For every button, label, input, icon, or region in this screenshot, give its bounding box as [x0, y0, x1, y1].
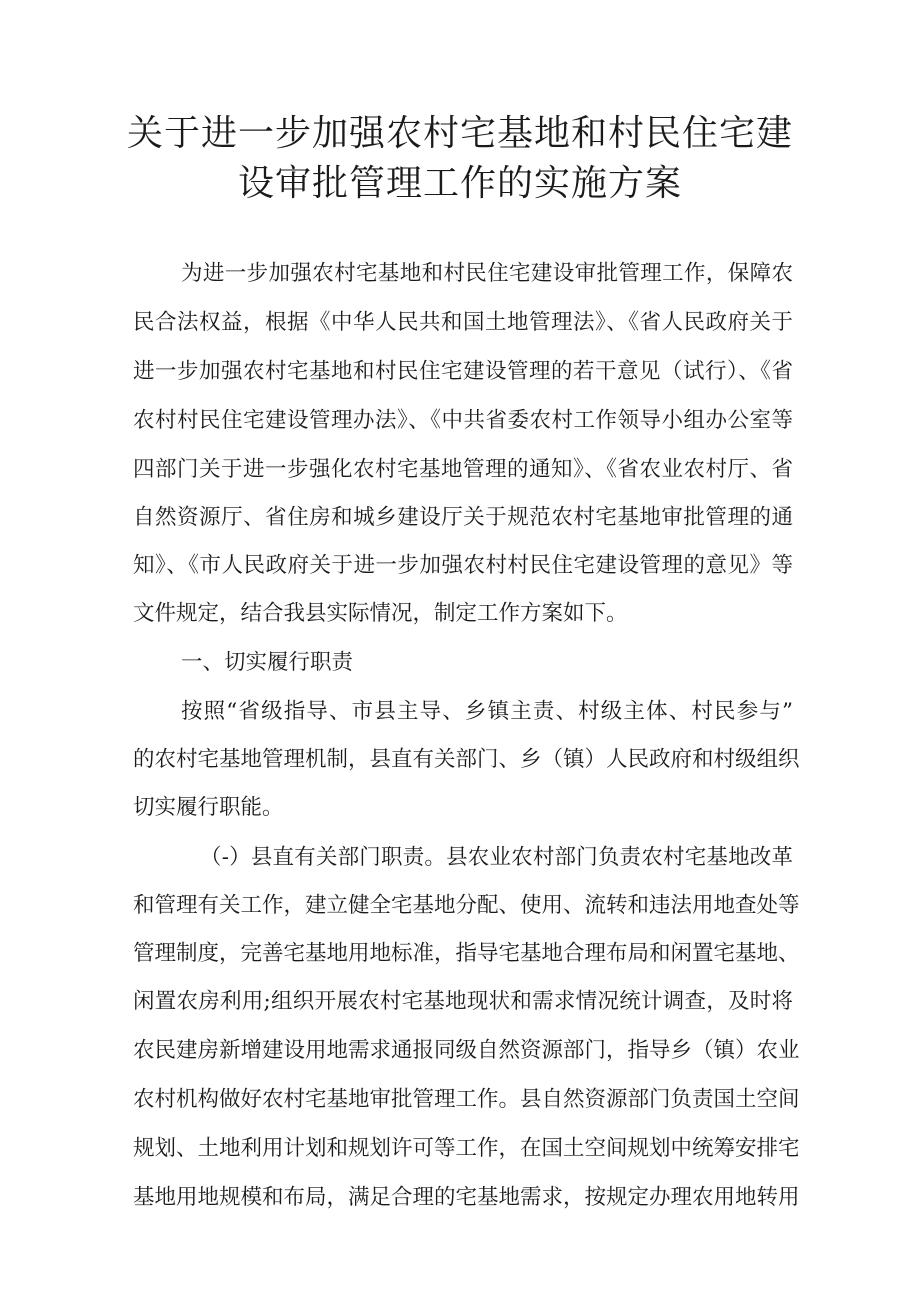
section-heading-1: 一、切实履行职责	[181, 650, 354, 675]
intro-line-7: 知》、《市人民政府关于进一步加强农村村民住宅建设管理的意见》等	[133, 553, 793, 578]
document-title-line-1: 关于进一步加强农村宅基地和村民住宅建	[126, 113, 793, 154]
sub1-line-3: 管理制度，完善宅基地用地标准，指导宅基地合理布局和闲置宅基地、	[133, 941, 800, 966]
intro-line-6: 自然资源厅、省住房和城乡建设厅关于规范农村宅基地审批管理的通	[133, 505, 793, 530]
sub1-line-6: 农村机构做好农村宅基地审批管理工作。县自然资源部门负责国土空间	[133, 1087, 800, 1112]
sub1-line-5: 农民建房新增建设用地需求通报同级自然资源部门，指导乡（镇）农业	[133, 1038, 800, 1063]
intro-line-3: 进一步加强农村宅基地和村民住宅建设管理的若干意见（试行）、《省	[133, 359, 793, 384]
section1-line-3: 切实履行职能。	[133, 795, 284, 820]
sub1-line-1: （-）县直有关部门职责。县农业农村部门负责农村宅基地改革	[200, 845, 793, 870]
intro-line-8: 文件规定，结合我县实际情况，制定工作方案如下。	[133, 601, 628, 626]
sub1-line-2: 和管理有关工作，建立健全宅基地分配、使用、流转和违法用地查处等	[133, 893, 800, 918]
intro-line-5: 四部门关于进一步强化农村宅基地管理的通知》、《省农业农村厅、省	[133, 457, 793, 482]
intro-line-2: 民合法权益，根据《中华人民共和国土地管理法》、《省人民政府关于	[133, 310, 793, 335]
intro-line-4: 农村村民住宅建设管理办法》、《中共省委农村工作领导小组办公室等	[133, 408, 793, 433]
intro-line-1: 为进一步加强农村宅基地和村民住宅建设审批管理工作，保障农	[181, 261, 793, 286]
sub1-line-4: 闲置农房利用;组织开展农村宅基地现状和需求情况统计调查，及时将	[133, 989, 793, 1014]
section1-line-2: 的农村宅基地管理机制，县直有关部门、乡（镇）人民政府和村级组织	[133, 747, 800, 772]
sub1-line-7: 规划、土地利用计划和规划许可等工作，在国土空间规划中统筹安排宅	[133, 1136, 800, 1161]
document-title-line-2: 设审批管理工作的实施方案	[237, 163, 682, 204]
section1-line-1: 按照“省级指导、市县主导、乡镇主责、村级主体、村民参与”	[181, 699, 793, 724]
sub1-line-8: 基地用地规模和布局，满足合理的宅基地需求，按规定办理农用地转用	[133, 1185, 800, 1210]
